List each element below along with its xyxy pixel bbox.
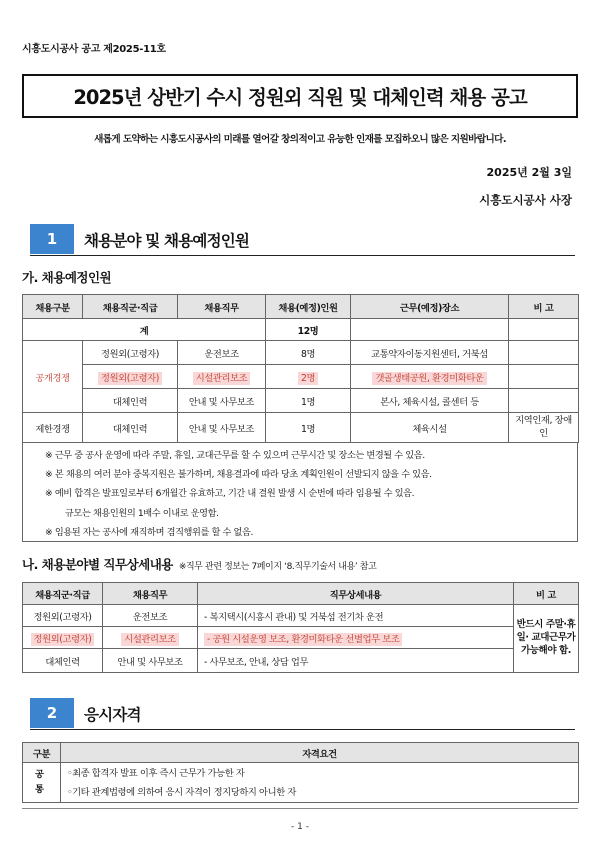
remark-cell: [509, 389, 579, 413]
col-header: 비 고: [514, 583, 579, 605]
section-1-number: 1: [30, 224, 74, 254]
col-header: 비 고: [509, 295, 579, 319]
remark-cell: [509, 365, 579, 389]
duty-cell: 운전보조: [103, 605, 198, 627]
note-item: 규모는 채용인원의 1배수 이내로 운영함.: [65, 507, 219, 519]
category-cell: 제한경쟁: [23, 413, 83, 443]
subsection-b-title: 나. 채용분야별 직무상세내용: [22, 557, 173, 572]
grade-cell: 정원외(고령자): [98, 372, 162, 385]
section-2-header: [30, 696, 575, 730]
col-header: 채용직군·직급: [83, 295, 178, 319]
notes-box: [22, 442, 578, 542]
category-cell: 공개경쟁: [23, 341, 83, 413]
duty-cell: 운전보조: [178, 341, 266, 365]
detail-cell: - 복지택시(시흥시 관내) 및 거북섬 전기차 운전: [198, 605, 514, 627]
duty-cell: 안내 및 사무보조: [103, 649, 198, 673]
count-cell: 1명: [266, 413, 351, 443]
page-title: 2025년 상반기 수시 정원외 직원 및 대체인력 채용 공고: [73, 86, 527, 109]
requirements-cell: [61, 763, 579, 803]
note-item: ※ 근무 중 공사 운영에 따라 주말, 휴일, 교대근무를 할 수 있으며 근무시간 및 장소는 변경될 수 있음.: [45, 450, 425, 461]
grade-cell: 정원외(고령자): [31, 633, 95, 646]
col-header: 채용(예정)인원: [266, 295, 351, 319]
intro-text: 새롭게 도약하는 시흥도시공사의 미래를 열어갈 창의적이고 유능한 인재를 모집하오니 많은 지원바랍니다.: [94, 134, 506, 145]
note-item: ※ 예비 합격은 발표일로부터 6개월간 유효하고, 기간 내 결원 발생 시 순번에 따라 임용될 수 있음.: [45, 488, 415, 500]
duty-cell: 시설관리보조: [193, 372, 251, 385]
place-cell: 교통약자이동지원센터, 거북섬: [351, 341, 509, 365]
note-item: ※ 임용된 자는 공사에 재직하며 겸직행위를 할 수 없음.: [45, 526, 253, 538]
footer-divider: [22, 808, 578, 809]
place-cell: 체육시설: [351, 413, 509, 443]
notice-date: 2025년 2월 3일: [486, 166, 572, 179]
table-row: [23, 365, 579, 389]
col-header: 근무(예정)장소: [351, 295, 509, 319]
grade-cell: 대체인력: [83, 389, 178, 413]
col-header: 채용직군·직급: [23, 583, 103, 605]
note-item: ※ 본 채용의 여러 분야 중복지원은 불가하며, 채용결과에 따라 당초 계획인원이 선발되지 않을 수 있음.: [45, 469, 432, 481]
subsection-b-note: ※직무 관련 정보는 7페이지 ‘8.직무기술서 내용’ 참고: [178, 562, 377, 572]
total-row: [23, 319, 579, 341]
total-count: 12명: [266, 319, 351, 341]
detail-cell: - 사무보조, 안내, 상담 업무: [198, 649, 514, 673]
col-header: 채용구분: [23, 295, 83, 319]
col-header: 직무상세내용: [198, 583, 514, 605]
count-cell: 2명: [298, 372, 318, 385]
page-number: - 1 -: [291, 822, 309, 832]
recruitment-count-table: [22, 294, 579, 443]
section-1-header: [30, 222, 575, 256]
table-header-row: [23, 583, 579, 605]
place-cell: 본사, 체육시설, 콜센터 등: [351, 389, 509, 413]
grade-cell: 정원외(고령자): [83, 341, 178, 365]
remark-cell: 지역인재, 장애인: [509, 413, 579, 443]
title-box: [22, 74, 578, 118]
remark-cell: 반드시 주말·휴일· 교대근무가 가능해야 함.: [514, 605, 579, 673]
requirement-item: ◦최종 합격자 발표 이후 즉시 근무가 가능한 자: [67, 767, 245, 779]
grade-cell: 대체인력: [23, 649, 103, 673]
table-row: [23, 627, 579, 649]
duty-cell: 시설관리보조: [121, 633, 179, 646]
table-row: [23, 341, 579, 365]
notice-id: 시흥도시공사 공고 제2025-11호: [22, 44, 166, 55]
table-header-row: [23, 295, 579, 319]
col-header: 채용직무: [178, 295, 266, 319]
col-header: 자격요건: [61, 743, 579, 763]
grade-cell: 정원외(고령자): [23, 605, 103, 627]
section-2-number: 2: [30, 698, 74, 728]
total-label: 계: [23, 319, 266, 341]
job-detail-table: [22, 582, 579, 673]
detail-cell: - 공원 시설운영 보조, 환경미화타운 선별업무 보조: [204, 633, 402, 646]
table-row: [23, 649, 579, 673]
table-row: [23, 389, 579, 413]
col-header: 채용직무: [103, 583, 198, 605]
table-header-row: [23, 743, 579, 763]
count-cell: 1명: [266, 389, 351, 413]
table-row: [23, 763, 579, 803]
duty-cell: 안내 및 사무보조: [178, 413, 266, 443]
requirement-item: ◦기타 관계법령에 의하여 응시 자격이 정지당하지 아니한 자: [67, 786, 296, 798]
count-cell: 8명: [266, 341, 351, 365]
section-2-title: 응시자격: [84, 706, 141, 724]
remark-cell: [509, 341, 579, 365]
section-1-title: 채용분야 및 채용예정인원: [84, 232, 250, 250]
qualification-table: [22, 742, 579, 803]
col-header: 구분: [23, 743, 61, 763]
issuer: 시흥도시공사 사장: [479, 193, 572, 207]
subsection-b-header: [22, 555, 376, 573]
table-row: [23, 605, 579, 627]
subsection-a-title: 가. 채용예정인원: [22, 270, 112, 285]
grade-cell: 대체인력: [83, 413, 178, 443]
table-row: [23, 413, 579, 443]
duty-cell: 안내 및 사무보조: [178, 389, 266, 413]
category-cell: 공통: [23, 763, 61, 803]
place-cell: 갯골생태공원, 환경미화타운: [372, 372, 486, 385]
